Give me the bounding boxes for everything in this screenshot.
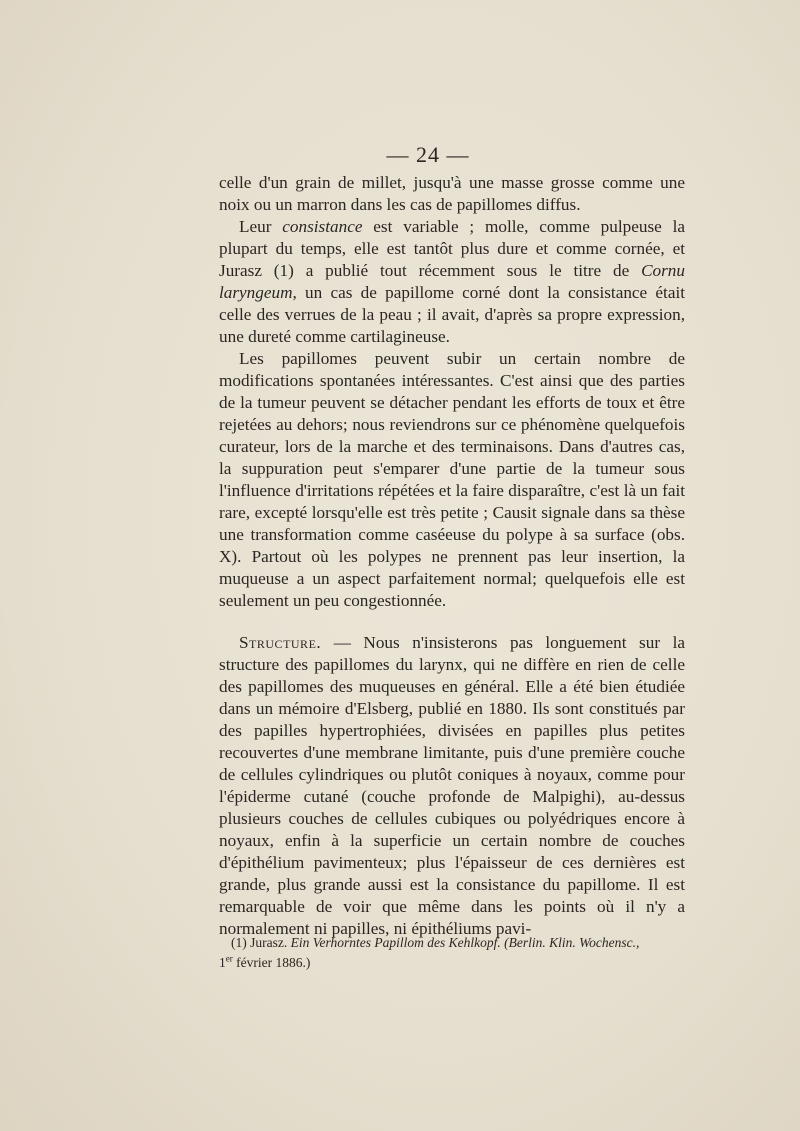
paragraph-structure xyxy=(219,632,685,940)
body-text xyxy=(219,172,685,940)
footnote-source: (Berlin. Klin. Wochensc., xyxy=(500,935,640,950)
footnote-date-rest: février 1886.) xyxy=(232,955,311,970)
paragraph-consistance xyxy=(219,216,685,348)
term-consistance: consistance xyxy=(282,217,363,236)
footnote-date-sup: er xyxy=(225,953,233,964)
paragraph-2-lead: Leur xyxy=(239,217,283,236)
section-heading-structure: Structure. xyxy=(239,633,322,652)
page-number: — 24 — xyxy=(386,142,470,167)
footnote-date-day: 1 xyxy=(219,955,226,970)
paragraph-modifications: Les papillomes peuvent subir un certain nombre de modifications spontanées intéressantes. C'est ainsi que des parties de la tumeur peuvent se détacher pendant les efforts de toux et être rejetées au dehors; nous reviendrons sur ce phénomène quelquefois curateur, lors de la marche et des terminaisons. Dans d'autres cas, la suppuration peut s'emparer d'une partie de la tumeur sous l'influence d'irritations répétées et la faire disparaître, c'est là un fait rare, excepté lorsqu'elle est très petite ; Causit signale dans sa thèse une transformation comme caséeuse du polype à sa surface (obs. X). Partout où les polypes ne prennent pas leur insertion, la muqueuse a un aspect parfaitement normal; quelquefois elle est seulement un peu congestionnée. xyxy=(219,349,685,610)
footnote-marker: (1) Jurasz. xyxy=(231,935,291,950)
footnote xyxy=(219,933,685,973)
paragraph-2-tail: , un cas de papillome corné dont la consistance était celle des verrues de la peau ; il avait, d'après sa propre expression, une dureté comme cartilagineuse. xyxy=(219,283,685,346)
paragraph-2-middle: est variable ; molle, comme pulpeuse la plupart du temps, elle est tantôt plus dure et comme cornée, et Jurasz (1) a publié tout récemment sous le titre de xyxy=(219,217,685,280)
paragraph-1: celle d'un grain de millet, jusqu'à une masse grosse comme une noix ou un marron dans les cas de papillomes diffus. xyxy=(219,173,685,214)
term-cornu-laryngeum: Cornu laryngeum xyxy=(219,261,685,302)
footnote-1 xyxy=(219,933,685,973)
footnote-title: Ein Verhorntes Papillom des Kehlkopf. xyxy=(290,935,501,950)
paragraph-4-body: — Nous n'insisterons pas longuement sur la structure des papillomes du larynx, qui ne diffère en rien de celle des papillomes des muqueuses en général. Elle a été bien étudiée dans un mémoire d'Elsberg, publié en 1880. Ils sont constitués par des papilles hypertrophiées, divisées en papilles plus petites recouvertes d'une membrane limitante, puis d'une première couche de cellules cylindriques ou plutôt coniques à noyaux, comme pour l'épiderme cutané (couche profonde de Malpighi), au-dessus plusieurs couches de cellules cubiques ou polyédriques encore à noyaux, enfin à la superficie un certain nombre de couches d'épithélium pavimenteux; plus l'épaisseur de ces dernières est grande, plus grande aussi est la consistance du papillome. Il est remarquable de voir que même dans les points où il n'y a normalement ni papilles, ni épithéliums pavi- xyxy=(219,633,685,938)
